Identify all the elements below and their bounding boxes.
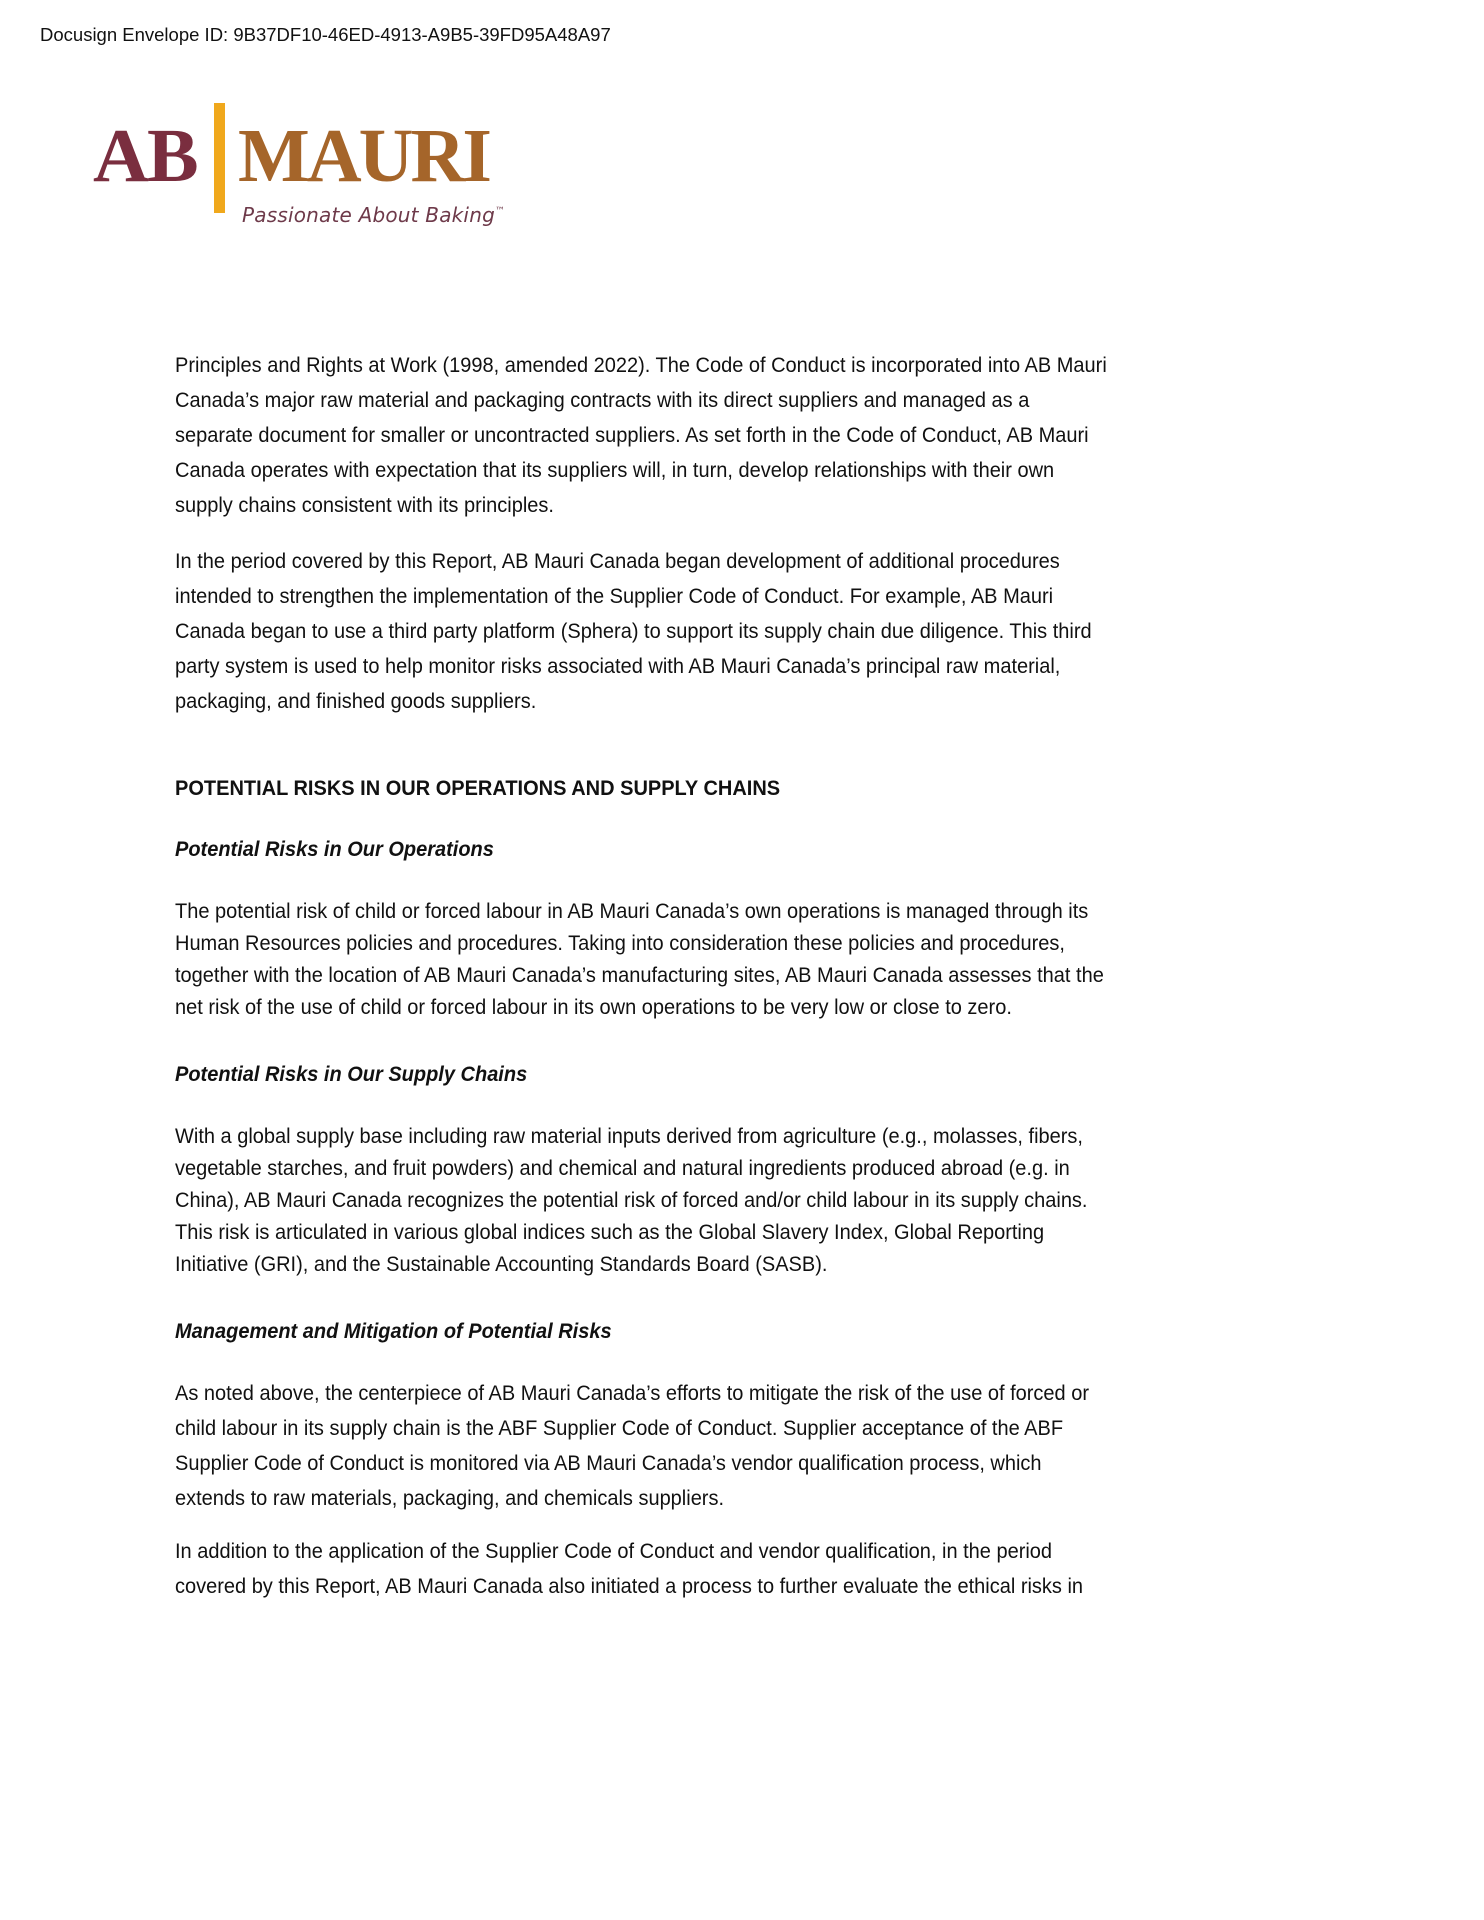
logo-divider-bar <box>214 103 225 213</box>
company-logo <box>0 0 600 260</box>
trademark-symbol: ™ <box>494 206 506 217</box>
text-line: In the period covered by this Report, AB Mauri Canada began development of additional procedures <box>175 549 1060 573</box>
logo-mauri-text: MAURI <box>238 114 489 198</box>
text-line: net risk of the use of child or forced labour in its own operations to be very low or close to zero. <box>175 995 1012 1019</box>
text-line: Canada’s major raw material and packaging contracts with its direct suppliers and managed as a <box>175 388 1030 412</box>
subheading-operations: Potential Risks in Our Operations <box>175 837 494 861</box>
text-line: Supplier Code of Conduct is monitored via AB Mauri Canada’s vendor qualification process, which <box>175 1451 1042 1475</box>
text-line: vegetable starches, and fruit powders) and chemical and natural ingredients produced abroad (e.g. in <box>175 1156 1070 1180</box>
text-line: Canada began to use a third party platform (Sphera) to support its supply chain due diligence. This third <box>175 619 1092 643</box>
text-line: party system is used to help monitor risks associated with AB Mauri Canada’s principal raw material, <box>175 654 1061 678</box>
text-line: This risk is articulated in various global indices such as the Global Slavery Index, Global Reporting <box>175 1220 1045 1244</box>
text-line: The potential risk of child or forced labour in AB Mauri Canada’s own operations is managed through its <box>175 899 1089 923</box>
subheading-mitigation: Management and Mitigation of Potential Risks <box>175 1319 612 1343</box>
text-line: covered by this Report, AB Mauri Canada also initiated a process to further evaluate the ethical risks in <box>175 1574 1084 1598</box>
text-line: extends to raw materials, packaging, and chemicals suppliers. <box>175 1486 725 1510</box>
logo-ab-text: AB <box>93 114 197 198</box>
text-line: Canada operates with expectation that its suppliers will, in turn, develop relationships with their own <box>175 458 1055 482</box>
text-line: Initiative (GRI), and the Sustainable Accounting Standards Board (SASB). <box>175 1252 828 1276</box>
text-line: together with the location of AB Mauri Canada’s manufacturing sites, AB Mauri Canada assesses that the <box>175 963 1104 987</box>
text-line: Human Resources policies and procedures. Taking into consideration these policies and procedures, <box>175 931 1065 955</box>
text-line: China), AB Mauri Canada recognizes the potential risk of forced and/or child labour in its supply chains. <box>175 1188 1088 1212</box>
text-line: With a global supply base including raw material inputs derived from agriculture (e.g., molasses, fibers, <box>175 1124 1083 1148</box>
subheading-supply-chains: Potential Risks in Our Supply Chains <box>175 1062 528 1086</box>
text-line: separate document for smaller or uncontracted suppliers. As set forth in the Code of Conduct, AB Mauri <box>175 423 1089 447</box>
logo-tagline-text: Passionate About Baking <box>242 203 495 227</box>
text-line: child labour in its supply chain is the ABF Supplier Code of Conduct. Supplier acceptance of the ABF <box>175 1416 1064 1440</box>
section-heading: POTENTIAL RISKS IN OUR OPERATIONS AND SUPPLY CHAINS <box>175 776 781 800</box>
text-line: supply chains consistent with its principles. <box>175 493 554 517</box>
logo-tagline <box>242 203 505 227</box>
text-line: Principles and Rights at Work (1998, amended 2022). The Code of Conduct is incorporated into AB Mauri <box>175 353 1107 377</box>
text-line: In addition to the application of the Supplier Code of Conduct and vendor qualification, in the period <box>175 1539 1053 1563</box>
text-line: packaging, and finished goods suppliers. <box>175 689 537 713</box>
text-line: intended to strengthen the implementation of the Supplier Code of Conduct. For example, AB Mauri <box>175 584 1054 608</box>
text-line: As noted above, the centerpiece of AB Mauri Canada’s efforts to mitigate the risk of the use of forced or <box>175 1381 1090 1405</box>
docusign-envelope-id: Docusign Envelope ID: 9B37DF10-46ED-4913-A9B5-39FD95A48A97 <box>40 24 611 45</box>
